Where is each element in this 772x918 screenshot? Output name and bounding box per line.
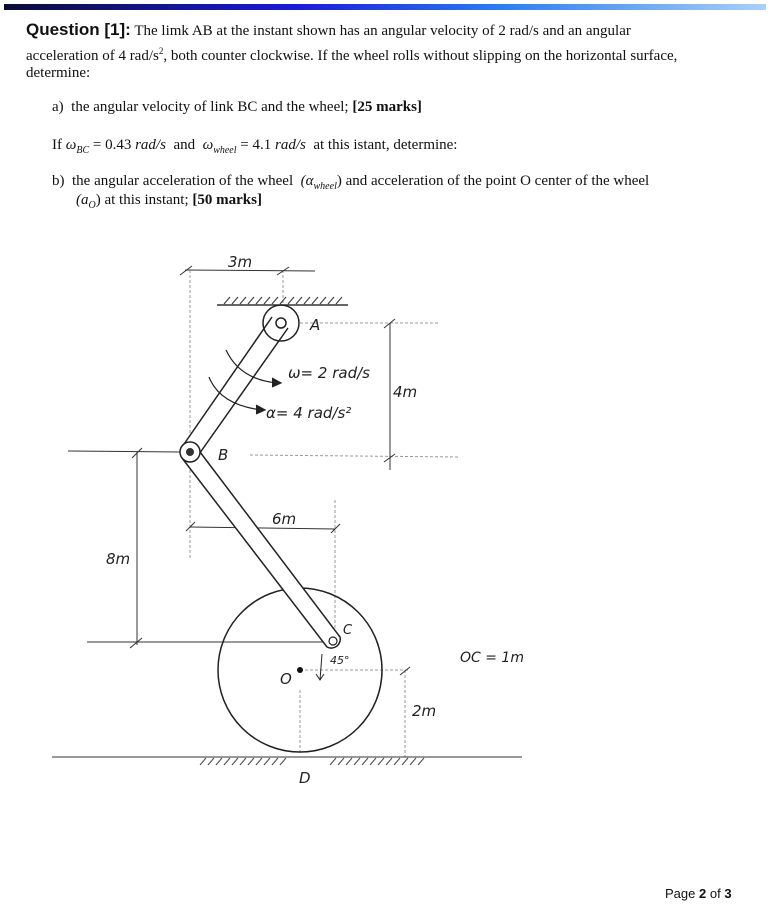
dim-3m: 3m [228, 253, 253, 271]
ceiling-hatch [217, 297, 348, 305]
angle-arrow [316, 654, 324, 680]
pin-b [186, 448, 194, 456]
given-values: If $\omega_{BC} = 0.43$ rad/s and $\omega_{wheel} = 4.1$ rad/s at this istant, determine: [52, 137, 458, 156]
label-o: O [280, 670, 292, 688]
question-label: Question [1]: [26, 20, 131, 39]
part-a: a) the angular velocity of link BC and the wheel; [25 marks] [52, 99, 422, 115]
dim-6m: 6m [272, 510, 297, 528]
ground-hatch [200, 758, 424, 765]
link-bc [180, 442, 340, 648]
wheel-center-o [297, 667, 303, 673]
question-line-1: Question [1]: The limk AB at the instant shown has an angular velocity of 2 rad/s and an angular [26, 20, 631, 39]
omega-label: ω= 2 rad/s [288, 364, 370, 382]
dim-2m: 2m [412, 702, 437, 720]
page-number: Page 2 of 3 [665, 886, 732, 901]
label-c: C [343, 623, 353, 638]
label-a: A [310, 316, 321, 334]
question-line-2: acceleration of 4 rad/$s^2$, both counter clockwise. If the wheel rolls without slipping on the horizontal surface, [26, 46, 678, 64]
dim-8m: 8m [106, 550, 131, 568]
dim-4m: 4m [393, 383, 418, 401]
label-d: D [299, 769, 311, 787]
oc-label: OC = 1m [460, 650, 524, 666]
angle-label: 45° [330, 654, 350, 667]
link-ab [182, 305, 299, 457]
label-b: B [218, 446, 229, 464]
question-line-3: determine: [26, 65, 91, 81]
alpha-label: α= 4 rad/s² [266, 404, 352, 422]
part-b-line-2: $(a_O)$ at this instant; [50 marks] [76, 192, 262, 211]
part-b-line-1: b) the angular acceleration of the wheel $(\alpha_{wheel})$ and acceleration of the point O center of the wheel [52, 173, 650, 192]
